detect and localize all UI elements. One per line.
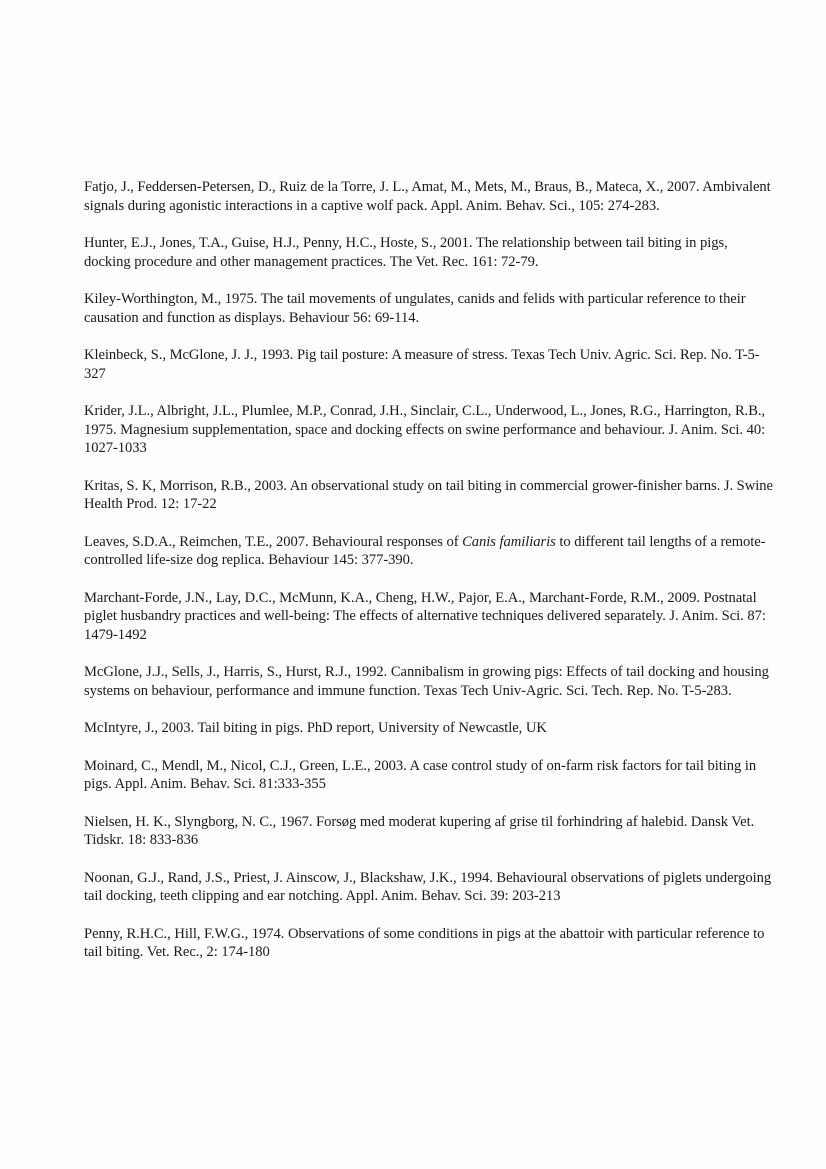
reference-entry-marchant-forde-2009: Marchant-Forde, J.N., Lay, D.C., McMunn, K.A., Cheng, H.W., Pajor, E.A., Marchant-Forde, R.M., 2009. Postnatal piglet husbandry practices and well-being: The effects of alternative techniques delivered separately. J. Anim. Sci. 87: 1479-1492 (84, 589, 766, 643)
reference-entry-leaves-2007 (84, 533, 774, 570)
reference-entry-kritas-2003: Kritas, S. K, Morrison, R.B., 2003. An observational study on tail biting in commercial grower-finisher barns. J. Swine Health Prod. 12: 17-22 (84, 477, 773, 512)
reference-entry-mcglone-1992: McGlone, J.J., Sells, J., Harris, S., Hurst, R.J., 1992. Cannibalism in growing pigs: Effects of tail docking and housing systems on behaviour, performance and immune function. Texas Tech Univ-Agric. Sci. Tech. Rep. No. T-5-283. (84, 664, 769, 699)
reference-text-before-italic: Leaves, S.D.A., Reimchen, T.E., 2007. Behavioural responses of (84, 533, 463, 550)
reference-entry-hunter-2001: Hunter, E.J., Jones, T.A., Guise, H.J., Penny, H.C., Hoste, S., 2001. The relationship between tail biting in pigs, docking procedure and other management practices. The Vet. Rec. 161: 72-79. (84, 235, 728, 270)
species-name-italic: Canis familiaris (462, 533, 556, 550)
reference-entry-krider-1975: Krider, J.L., Albright, J.L., Plumlee, M.P., Conrad, J.H., Sinclair, C.L., Underwood, L., Jones, R.G., Harrington, R.B., 1975. Magnesium supplementation, space and docking effects on swine performance and behaviour. J. Anim. Sci. 40: 1027-1033 (84, 403, 766, 456)
reference-entry-moinard-2003: Moinard, C., Mendl, M., Nicol, C.J., Green, L.E., 2003. A case control study of on-farm risk factors for tail biting in pigs. Appl. Anim. Behav. Sci. 81:333-355 (84, 757, 757, 792)
reference-text-after-italic: to different tail lengths of a remote-controlled life-size dog replica. Behaviour 145: 377-390. (84, 533, 766, 568)
reference-entry-penny-1974: Penny, R.H.C., Hill, F.W.G., 1974. Observations of some conditions in pigs at the abattoir with particular reference to tail biting. Vet. Rec., 2: 174-180 (84, 925, 765, 960)
reference-entry-fatjo-2007: Fatjo, J., Feddersen-Petersen, D., Ruiz de la Torre, J. L., Amat, M., Mets, M., Braus, B., Mateca, X., 2007. Ambivalent signals during agonistic interactions in a captive wolf pack. Appl. Anim. Behav. Sci., 105: 274-283. (84, 179, 771, 214)
reference-entry-noonan-1994: Noonan, G.J., Rand, J.S., Priest, J. Ainscow, J., Blackshaw, J.K., 1994. Behavioural observations of piglets undergoing tail docking, teeth clipping and ear notching. Appl. Anim. Behav. Sci. 39: 203-213 (84, 869, 772, 904)
reference-list (84, 178, 774, 981)
reference-entry-nielsen-1967: Nielsen, H. K., Slyngborg, N. C., 1967. Forsøg med moderat kupering af grise til forhindring af halebid. Dansk Vet. Tidskr. 18: 833-836 (84, 813, 755, 848)
reference-entry-kleinbeck-1993: Kleinbeck, S., McGlone, J. J., 1993. Pig tail posture: A measure of stress. Texas Tech Univ. Agric. Sci. Rep. No. T-5-327 (84, 347, 760, 382)
reference-entry-mcintyre-2003: McIntyre, J., 2003. Tail biting in pigs. PhD report, University of Newcastle, UK (84, 720, 547, 736)
reference-entry-kiley-worthington-1975: Kiley-Worthington, M., 1975. The tail movements of ungulates, canids and felids with particular reference to their causation and function as displays. Behaviour 56: 69-114. (84, 291, 746, 326)
